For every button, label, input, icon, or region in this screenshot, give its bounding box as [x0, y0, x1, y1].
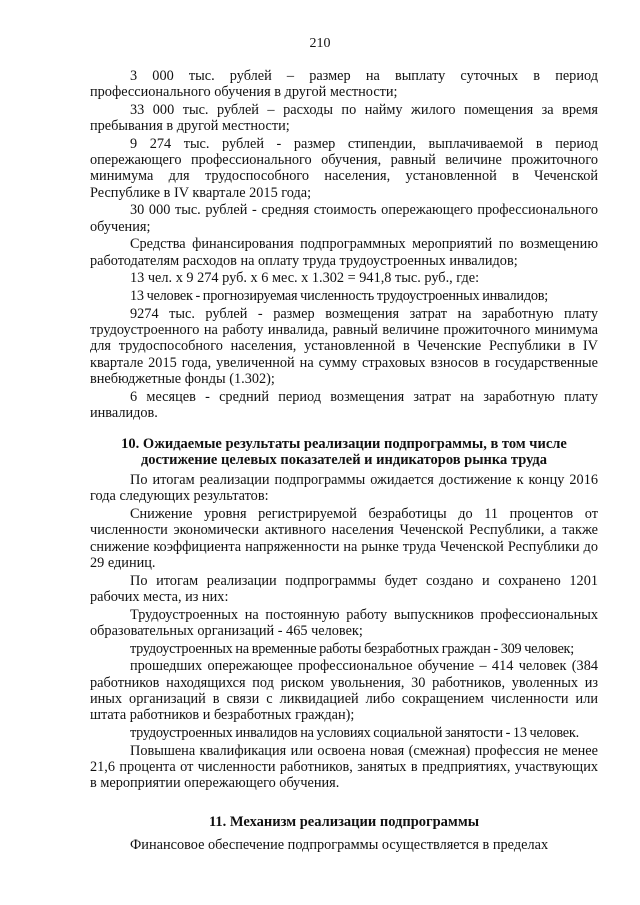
paragraph-unemployment-reduction: Снижение уровня регистрируемой безработицы до 11 процентов от численности экономически активного населения Чеченской Республики, а также снижение коэффициента напряженности на рынке труда Чеченской Республики до 29 единиц. — [90, 506, 598, 571]
paragraph-daily-allowance: 3 000 тыс. рублей – размер на выплату суточных в период профессионального обучения в другой местности; — [90, 68, 598, 101]
paragraph-qualification: Повышена квалификация или освоена новая (смежная) профессия не менее 21,6 процента от численности работников, занятых в предприятиях, участвующих в мероприятии опережающего обучения. — [90, 742, 598, 792]
paragraph-temporary-work: трудоустроенных на временные работы безработных граждан - 309 человек; — [130, 640, 574, 657]
paragraph-disabled-employment: трудоустроенных инвалидов на условиях социальной занятости - 13 человек. — [130, 724, 579, 741]
page-number: 210 — [309, 36, 331, 51]
paragraph-training-cost: 30 000 тыс. рублей - средняя стоимость опережающего профессионального обучения; — [90, 202, 598, 235]
paragraph-disabled-count: 13 человек - прогнозируемая численность трудоустроенных инвалидов; — [130, 288, 548, 305]
section-10-heading: 10. Ожидаемые результаты реализации подпрограммы, в том числе достижение целевых показателей и индикаторов рынка труда — [121, 436, 567, 468]
paragraph-stipend: 9 274 тыс. рублей - размер стипендии, выплачиваемой в период опережающего профессионального обучения, равный величине прожиточного минимума для трудоспособного населения, установленной в Чеченской Республике в IV квартале 2015 года; — [90, 136, 598, 201]
paragraph-housing-costs: 33 000 тыс. рублей – расходы по найму жилого помещения за время пребывания в другой местности; — [90, 102, 598, 135]
paragraph-reimbursement-size: 9274 тыс. рублей - размер возмещения затрат на заработную плату трудоустроенного на работу инвалида, равный величине прожиточного минимума для трудоспособного населения, установленной в Чеченские Республики в IV квартале 2015 года, увеличенной на сумму страховых взносов в государственные внебюджетные фонды (1.302); — [90, 306, 598, 387]
paragraph-graduates-employed: Трудоустроенных на постоянную работу выпускников профессиональных образовательных организаций - 465 человек; — [90, 606, 598, 639]
paragraph-disabled-funding: Средства финансирования подпрограммных мероприятий по возмещению работодателям расходов на оплату труда трудоустроенных инвалидов; — [90, 236, 598, 269]
paragraph-jobs-created: По итогам реализации подпрограммы будет создано и сохранено 1201 рабочих места, из них: — [90, 572, 598, 605]
paragraph-financing: Финансовое обеспечение подпрограммы осуществляется в пределах — [130, 836, 549, 853]
section-11-heading: 11. Механизм реализации подпрограммы — [208, 814, 480, 831]
paragraph-results-intro: По итогам реализации подпрограммы ожидается достижение к концу 2016 года следующих результатов: — [90, 472, 598, 505]
paragraph-reimbursement-period: 6 месяцев - средний период возмещения затрат на заработную плату инвалидов. — [90, 388, 598, 421]
paragraph-formula: 13 чел. x 9 274 руб. x 6 мес. x 1.302 = 941,8 тыс. руб., где: — [130, 270, 480, 287]
document-body — [90, 68, 598, 855]
paragraph-advanced-training: прошедших опережающее профессиональное обучение – 414 человек (384 работников находящихся под риском увольнения, 30 работников, уволенных из иных организаций в связи с ликвидацией либо сокращением численности или штата работников и безработных граждан); — [90, 658, 598, 724]
